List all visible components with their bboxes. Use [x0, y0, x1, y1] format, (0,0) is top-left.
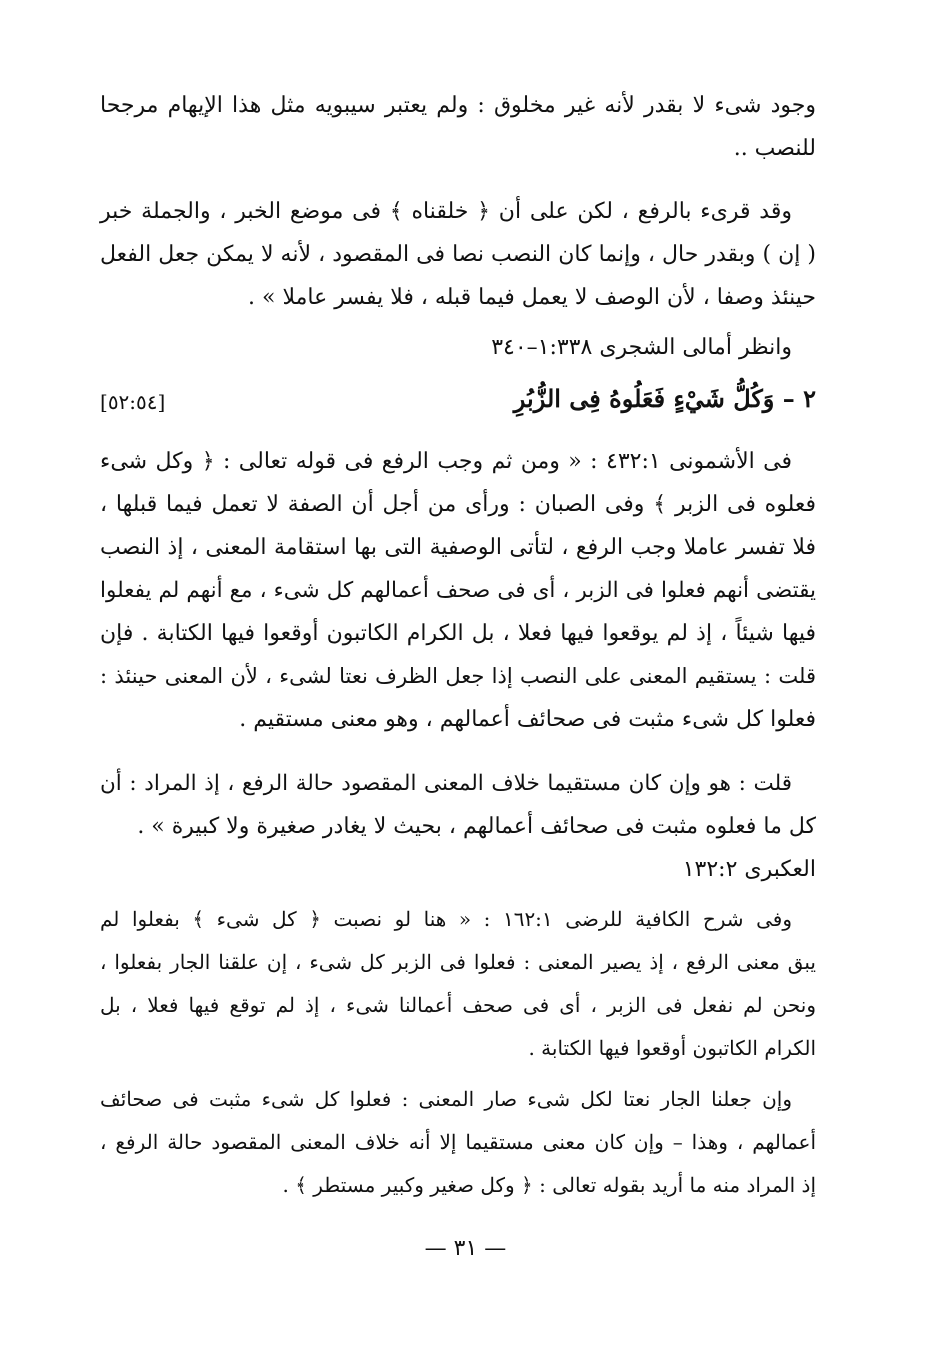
text-line: كل ما فعلوه مثبت فى صحائف أعمالهم ، بحيث لا يغادر صغيرة ولا كبيرة » . [137, 814, 816, 839]
text-line: العكبرى ١٣٢:٢ [682, 857, 816, 882]
text-line: وجود شىء لا بقدر لأنه غير مخلوق : ولم يعتبر سيبويه مثل هذا الإيهام مرجحا [100, 93, 816, 118]
paragraph-6 [100, 898, 816, 1070]
paragraph-2 [100, 190, 816, 319]
text-line: يبق معنى الرفع ، إذ يصير المعنى : فعلوا فى الزبر كل شىء ، إن علقنا الجار بفعلوا ، [100, 950, 816, 974]
text-line: فيها شيئاً ، إذ لم يوقعوا فيها فعلا ، بل الكرام الكاتبون أوقعوا فيها الكتابة . فإن [100, 621, 816, 646]
text-line: أعمالهم ، وهذا – وإن كان معنى مستقيما إلا أنه خلاف المعنى المقصود حالة الرفع ، [100, 1130, 816, 1154]
paragraph-7 [100, 1078, 816, 1207]
text-line: وإن جعلنا الجار نعتا لكل شىء صار المعنى : فعلوا كل شىء مثبت فى صحائف [100, 1087, 792, 1111]
text-line: ونحن لم نفعل فى الزبر ، أى فى صحف أعمالنا شىء ، إذ لم توقع فيها فعلا ، بل [100, 993, 816, 1017]
text-line: فعلوه فى الزبر ﴾ وفى الصبان : ورأى من أجل أن الصفة لا تعمل فيما قبلها ، [100, 492, 816, 517]
paragraph-1 [100, 84, 816, 170]
text-line: قلت : يستقيم المعنى على النصب إذا جعل الظرف نعتا لشىء ، لأن المعنى حينئذ : [100, 664, 816, 688]
paragraph-4 [100, 440, 816, 741]
text-line: فلا تفسر عاملا وجب الرفع ، لتأتى الوصفية التى بها استقامة المعنى ، إذ النصب [100, 535, 816, 560]
text-line: وفى شرح الكافية للرضى ١٦٢:١ : « هنا لو نصبت ﴿ كل شىء ﴾ بفعلوا لم [100, 907, 792, 931]
verse-heading [100, 384, 816, 428]
text-line: فى الأشمونى ٤٣٢:١ : « ومن ثم وجب الرفع فى قوله تعالى : ﴿ وكل شىء [100, 449, 792, 474]
text-line: إذ المراد منه ما أريد بقوله تعالى : ﴿ وكل صغير وكبير مستطر ﴾ . [282, 1173, 816, 1197]
reference-line: وانظر أمالى الشجرى ١:٣٣٨–٣٤٠ [491, 335, 792, 360]
text-line: قلت : هو وإن كان مستقيما خلاف المعنى المقصود حالة الرفع ، إذ المراد : أن [100, 771, 792, 796]
paragraph-5 [100, 762, 816, 891]
text-line: حينئذ وصفا ، لأن الوصف لا يعمل فيما قبله ، فلا يفسر عاملا » . [248, 285, 816, 310]
text-line: وقد قرىء بالرفع ، لكن على أن ﴿ خلقناه ﴾ فى موضع الخبر ، والجملة خبر [100, 199, 792, 224]
verse-reference: [٥٢:٥٤] [100, 390, 166, 414]
text-line: يقتضى أنهم فعلوا فى الزبر ، أى فى صحف أعمالهم كل شىء ، مع أنهم لم يفعلوا [100, 578, 816, 603]
text-line: فعلوا كل شىء مثبت فى صحائف أعمالهم ، وهو معنى مستقيم . [239, 707, 816, 732]
page-number: — ٣١ — [424, 1236, 507, 1261]
text-line: ( إن ) وبقدر حال ، وإنما كان النصب نصا فى المقصود ، لأنه لا يمكن جعل الفعل [100, 242, 816, 267]
text-line: الكرام الكاتبون أوقعوا فيها الكتابة . [528, 1036, 816, 1060]
paragraph-3 [100, 326, 816, 369]
text-line: للنصب .. [733, 136, 816, 161]
quran-verse: ٢ – وَكُلُّ شَيْءٍ فَعَلُوهُ فِى الزُّبُرِ [513, 384, 816, 413]
